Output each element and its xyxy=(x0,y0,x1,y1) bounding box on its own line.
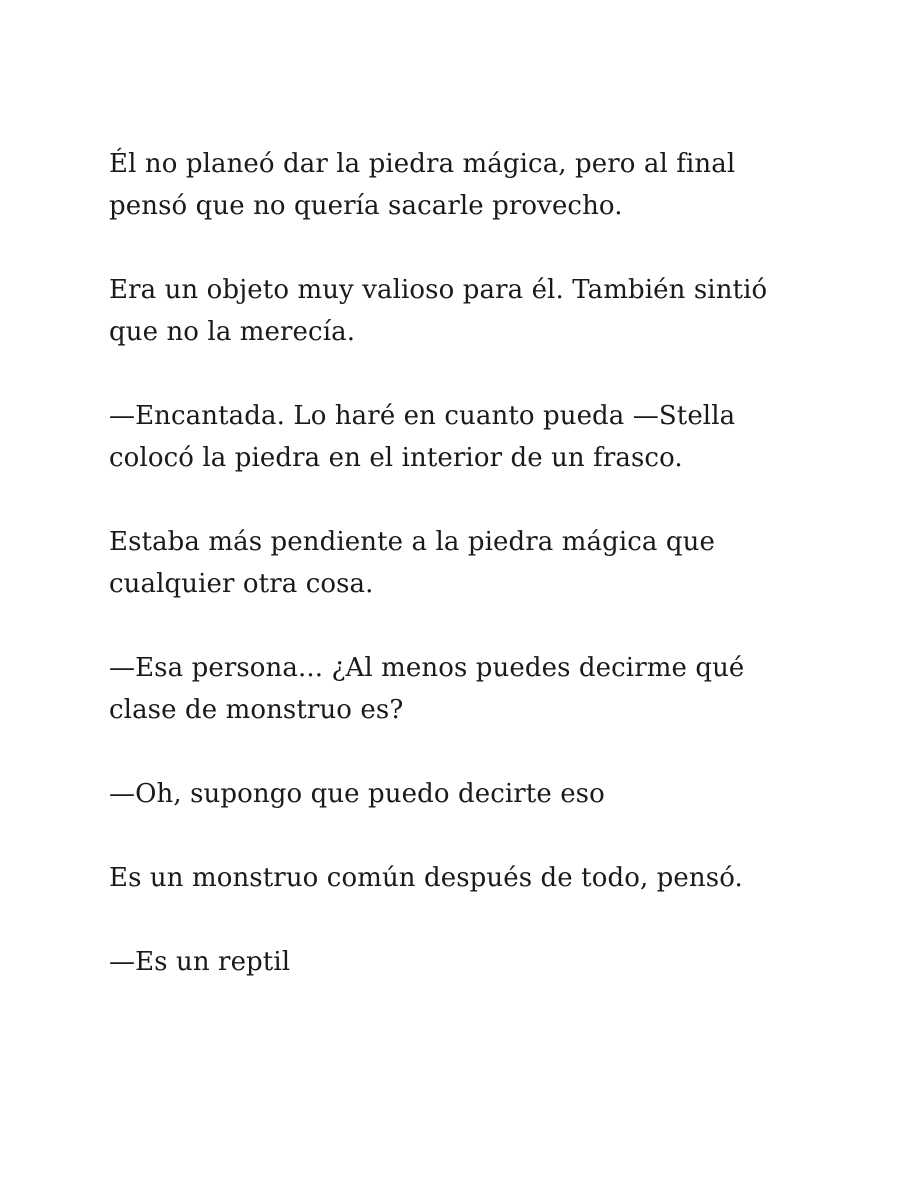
story-text xyxy=(109,143,809,983)
paragraph-1: Él no planeó dar la piedra mágica, pero al final pensó que no quería sacarle provecho. xyxy=(109,149,736,221)
paragraph-2: Era un objeto muy valioso para él. También sintió que no la merecía. xyxy=(109,275,768,347)
paragraph-5: —Esa persona... ¿Al menos puedes decirme qué clase de monstruo es? xyxy=(109,653,745,725)
paragraph-3: —Encantada. Lo haré en cuanto pueda —Stella colocó la piedra en el interior de un frasco. xyxy=(109,401,736,473)
paragraph-8: —Es un reptil xyxy=(109,947,291,977)
paragraph-6: —Oh, supongo que puedo decirte eso xyxy=(109,779,605,809)
paragraph-7: Es un monstruo común después de todo, pensó. xyxy=(109,863,743,893)
paragraph-4: Estaba más pendiente a la piedra mágica que cualquier otra cosa. xyxy=(109,527,715,599)
